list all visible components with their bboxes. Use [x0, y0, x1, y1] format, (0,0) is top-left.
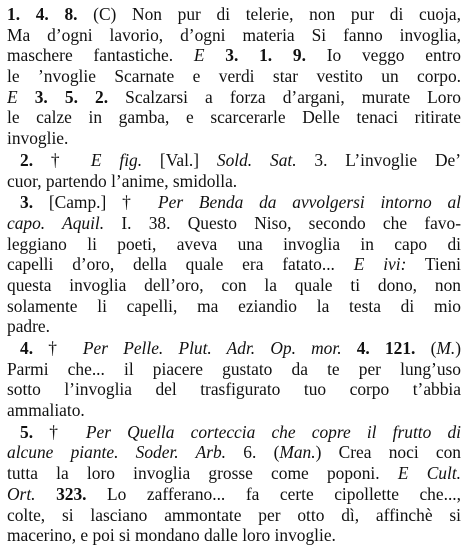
italic-text: Man. [279, 442, 316, 463]
text-run [205, 45, 226, 65]
italic-text: E [193, 45, 205, 66]
sense-number: 1. 4. 8. [7, 4, 78, 24]
text-run: maschere fantastiche. [7, 45, 194, 66]
text-run: Tieni [406, 254, 461, 275]
text-run: ammaliato. [7, 400, 85, 421]
text-line [7, 275, 461, 296]
text-run: solamente li capelli, ma eziandio la testa di mio [7, 295, 461, 316]
text-line [7, 338, 461, 359]
text-line [7, 400, 461, 421]
italic-text: E ivi: [353, 254, 407, 275]
text-run: sotto l’invoglia del trasfigurato tuo corpo t’abbia [7, 379, 461, 400]
text-line [7, 192, 461, 213]
text-line [7, 254, 461, 275]
text-line [7, 4, 461, 25]
italic-text: E fig. [90, 149, 143, 170]
text-line [7, 213, 461, 234]
text-run: padre. [7, 316, 50, 337]
sense-number: 5. [20, 421, 34, 442]
sense-number: 4. [20, 338, 34, 358]
text-run [36, 484, 57, 504]
italic-text: E Cult. [397, 463, 461, 484]
sense-number: 4. 121. [356, 338, 416, 358]
text-run: Ma d’ogni lavorio, d’ogni materia Si fanno invoglia, [7, 24, 461, 45]
text-run: le calze in gamba, e scarcerarle Delle tenaci ritirate [7, 107, 461, 128]
text-line [7, 442, 461, 463]
text-run: Scalzarsi a forza d’argani, murate Loro [108, 86, 461, 107]
sense-number: 3. 1. 9. [225, 45, 306, 66]
text-run: † [33, 421, 86, 442]
text-line [7, 422, 461, 443]
italic-text: Ort. [7, 483, 36, 504]
text-run: † [33, 149, 91, 170]
text-run: ( [415, 338, 437, 358]
text-line [7, 66, 461, 87]
text-run: macerino, e poi si mondano dalle loro invoglie. [7, 525, 336, 546]
text-line [7, 25, 461, 46]
text-run: Io veggo entro [305, 45, 461, 66]
text-line [7, 87, 461, 108]
text-run [342, 338, 357, 358]
italic-text: Per Quella corteccia che copre il frutto di [85, 421, 461, 442]
text-line [7, 484, 461, 505]
text-line [7, 107, 461, 128]
italic-text: Per Pelle. Plut. Adr. Op. mor. [82, 338, 342, 358]
text-run: 3. L’invoglie De’ [296, 149, 461, 170]
italic-text: Per Benda da avvolgersi intorno al [157, 192, 461, 213]
text-line [7, 359, 461, 380]
text-line [7, 45, 461, 66]
italic-text: alcune piante. Soder. Arb. [7, 442, 227, 463]
text-line [7, 505, 461, 526]
text-line [7, 379, 461, 400]
italic-text: Sold. Sat. [216, 149, 297, 170]
text-line [7, 150, 461, 171]
text-run: le ’nvoglie Scarnate e verdi star vestito un corpo. [7, 66, 461, 87]
text-run: [Camp.] † [33, 192, 158, 213]
text-line [7, 316, 461, 337]
text-run: questa invoglia dell’oro, con la quale ti dono, non [7, 274, 461, 295]
text-run: Lo zafferano... fa certe cipollette che..., [86, 483, 461, 504]
text-run [18, 87, 35, 107]
text-line [7, 171, 461, 192]
text-run: cuor, partendo l’anime, smidolla. [7, 170, 238, 191]
text-line [7, 525, 461, 546]
text-run: leggiano li poeti, aveva una invoglia in capo di [7, 233, 461, 254]
sense-number: 3. [20, 192, 34, 213]
text-run: † [33, 338, 83, 358]
sense-number: 323. [56, 483, 87, 504]
text-line [7, 128, 461, 149]
text-run: tutta la loro invoglia grosse come poponi. [7, 463, 398, 484]
text-run: ) [455, 338, 461, 358]
text-run: colte, si lasciano ammontate per otto dì, affinchè si [7, 504, 461, 525]
text-run: I. 38. Questo Niso, secondo che favo- [104, 212, 461, 233]
text-run: 6. ( [226, 442, 280, 463]
text-run: invoglie. [7, 128, 69, 149]
sense-number: 3. 5. 2. [34, 86, 109, 107]
text-run: Parmi che... il piacere gustato da te per lung’uso [7, 358, 461, 379]
text-line [7, 463, 461, 484]
italic-text: capo. Aquil. [7, 212, 105, 233]
text-line [7, 234, 461, 255]
sense-number: 2. [20, 149, 34, 170]
italic-text: M. [436, 338, 456, 358]
text-run: capelli d’oro, della quale era fatato... [7, 254, 354, 275]
text-line [7, 296, 461, 317]
text-run: ) Crea noci con [315, 442, 461, 463]
text-run: [Val.] [142, 149, 217, 170]
italic-text: E [7, 86, 18, 107]
text-run: (C) Non pur di telerie, non pur di cuoja, [77, 4, 461, 24]
